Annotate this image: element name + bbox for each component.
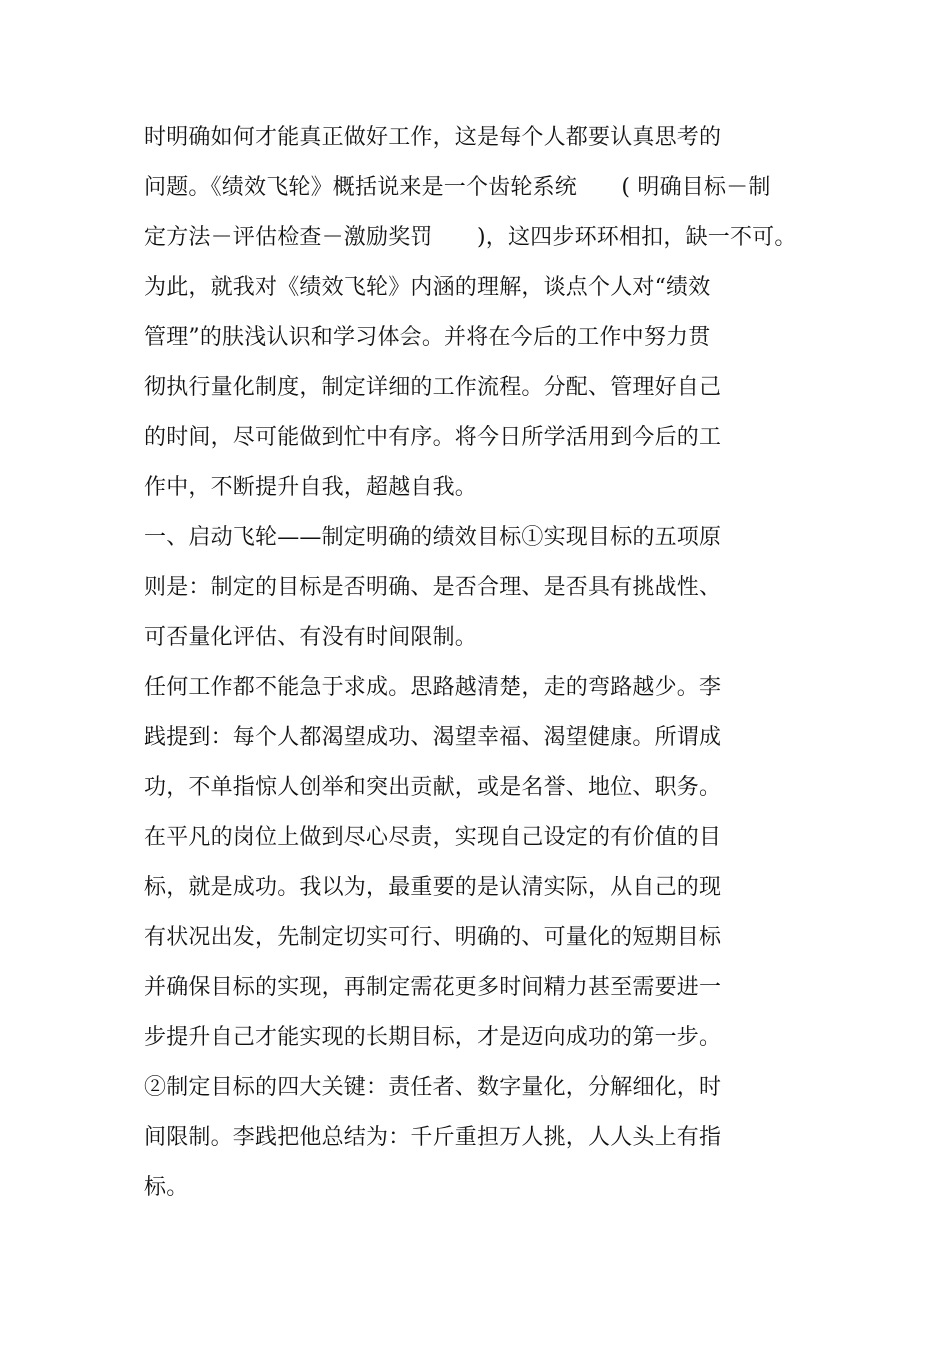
text-line: 则是：制定的目标是否明确、是否合理、是否具有挑战性、	[144, 575, 722, 600]
text-line: 践提到：每个人都渴望成功、渴望幸福、渴望健康。所谓成	[144, 725, 722, 750]
text-line: 任何工作都不能急于求成。思路越清楚，走的弯路越少。李	[144, 675, 722, 700]
text-line: 时明确如何才能真正做好工作，这是每个人都要认真思考的	[144, 125, 722, 150]
body-text	[144, 113, 864, 1213]
text-line: 并确保目标的实现，再制定需花更多时间精力甚至需要进一	[144, 975, 722, 1000]
text-line: ②制定目标的四大关键：责任者、数字量化，分解细化，时	[144, 1075, 722, 1100]
text-line: 定方法－评估检查－激励奖罚 )，这四步环环相扣，缺一不可。	[144, 225, 797, 250]
text-line: 作中，不断提升自我，超越自我。	[144, 475, 478, 500]
text-line: 彻执行量化制度，制定详细的工作流程。分配、管理好自己	[144, 375, 722, 400]
text-line: 管理”的肤浅认识和学习体会。并将在今后的工作中努力贯	[144, 325, 711, 350]
text-line: 的时间，尽可能做到忙中有序。将今日所学活用到今后的工	[144, 425, 722, 450]
text-line: 功，不单指惊人创举和突出贡献，或是名誉、地位、职务。	[144, 775, 722, 800]
text-line: 间限制。李践把他总结为：千斤重担万人挑，人人头上有指	[144, 1125, 722, 1150]
text-line: 标，就是成功。我以为，最重要的是认清实际，从自己的现	[144, 875, 722, 900]
text-line: 有状况出发，先制定切实可行、明确的、可量化的短期目标	[144, 925, 722, 950]
text-line: 问题。《绩效飞轮》概括说来是一个齿轮系统 ( 明确目标－制	[144, 175, 771, 200]
text-line: 在平凡的岗位上做到尽心尽责，实现自己设定的有价值的目	[144, 825, 722, 850]
text-line: 步提升自己才能实现的长期目标，才是迈向成功的第一步。	[144, 1025, 722, 1050]
section-heading-line: 一、启动飞轮——制定明确的绩效目标①实现目标的五项原	[144, 525, 722, 550]
text-line: 为此，就我对《绩效飞轮》内涵的理解，谈点个人对“绩效	[144, 275, 711, 300]
text-line: 可否量化评估、有没有时间限制。	[144, 625, 478, 650]
text-line: 标。	[144, 1175, 189, 1200]
